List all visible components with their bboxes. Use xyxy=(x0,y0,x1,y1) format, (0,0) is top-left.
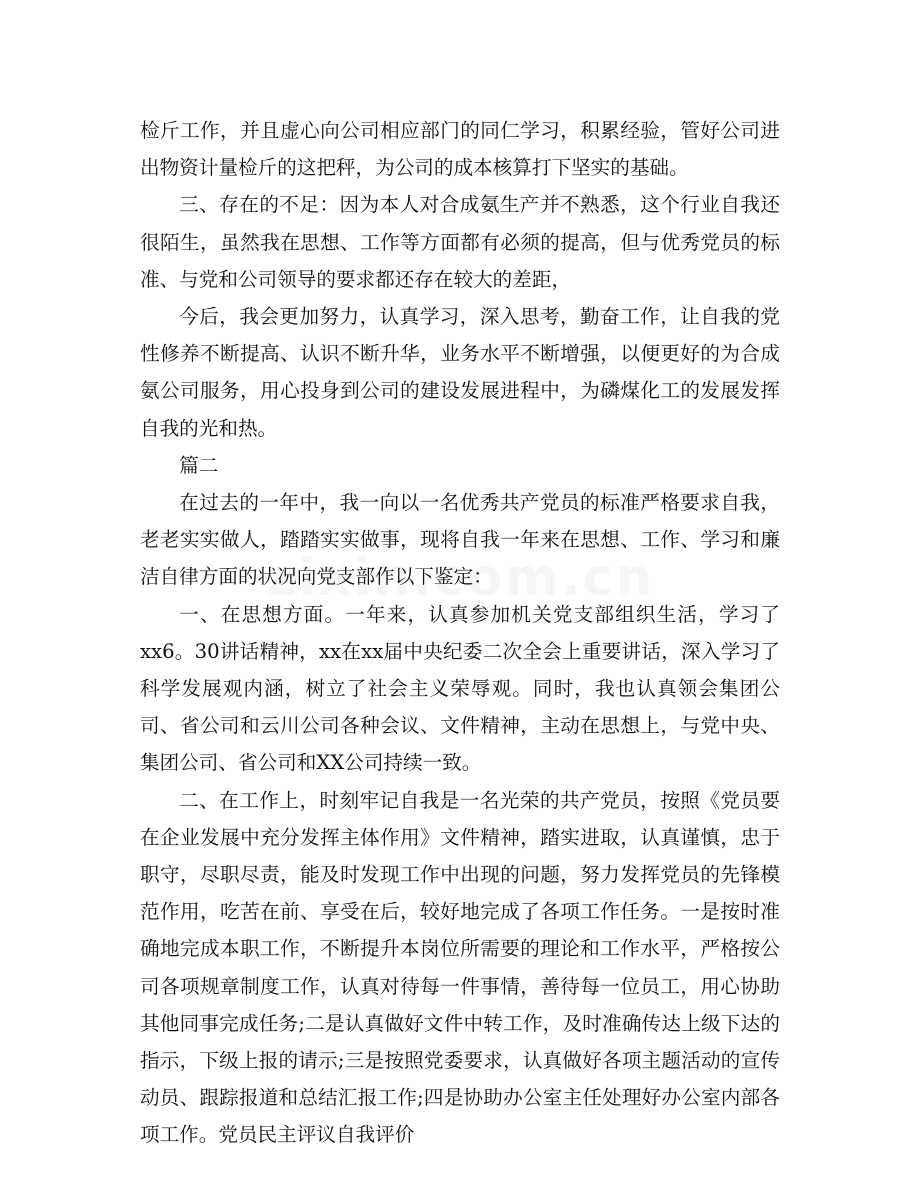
paragraph-continuation: 检斤工作，并且虚心向公司相应部门的同仁学习，积累经验，管好公司进出物资计量检斤的这把秤，为公司的成本核算打下坚实的基础。 xyxy=(140,119,780,180)
paragraph-intro: 在过去的一年中，我一向以一名优秀共产党员的标准严格要求自我，老老实实做人，踏踏实实做事，现将自我一年来在思想、工作、学习和廉洁自律方面的状况向党支部作以下鉴定： xyxy=(140,491,780,589)
section-heading: 篇二 xyxy=(179,453,219,477)
paragraph-work: 二、在工作上，时刻牢记自我是一名光荣的共产党员，按照《党员要在企业发展中充分发挥主体作用》文件精神，踏实进取，认真谨慎，忠于职守，尽职尽责，能及时发现工作中出现的问题，努力发挥党员的先锋模范作用，吃苦在前、享受在后，较好地完成了各项工作任务。一是按时准确地完成本职工作，不断提升本岗位所需要的理论和工作水平，严格按公司各项规章制度工作，认真对待每一件事情，善待每一位员工，用心协助其他同事完成任务;二是认真做好文件中转工作，及时准确传达上级下达的指示，下级上报的请示;三是按照党委要求，认真做好各项主题活动的宣传动员、跟踪报道和总结汇报工作;四是协助办公室主任处理好办公室内部各项工作。党员民主评议自我评价 xyxy=(140,788,780,1147)
paragraph-future: 今后，我会更加努力，认真学习，深入思考，勤奋工作，让自我的党性修养不断提高、认识不断升华，业务水平不断增强，以便更好的为合成氨公司服务，用心投身到公司的建设发展进程中，为磷煤化工的发展发挥自我的光和热。 xyxy=(140,305,780,440)
paragraph-shortcomings: 三、存在的不足：因为本人对合成氨生产并不熟悉，这个行业自我还很陌生，虽然我在思想、工作等方面都有必须的提高，但与优秀党员的标准、与党和公司领导的要求都还存在较大的差距， xyxy=(140,193,780,291)
paragraph-ideology: 一、在思想方面。一年来，认真参加机关党支部组织生活，学习了xx6。30讲话精神，xx在xx届中央纪委二次全会上重要讲话，深入学习了科学发展观内涵，树立了社会主义荣辱观。同时，我也认真领会集团公司、省公司和云川公司各种会议、文件精神，主动在思想上，与党中央、集团公司、省公司和XX公司持续一致。 xyxy=(140,602,780,775)
document-body xyxy=(140,112,780,1154)
